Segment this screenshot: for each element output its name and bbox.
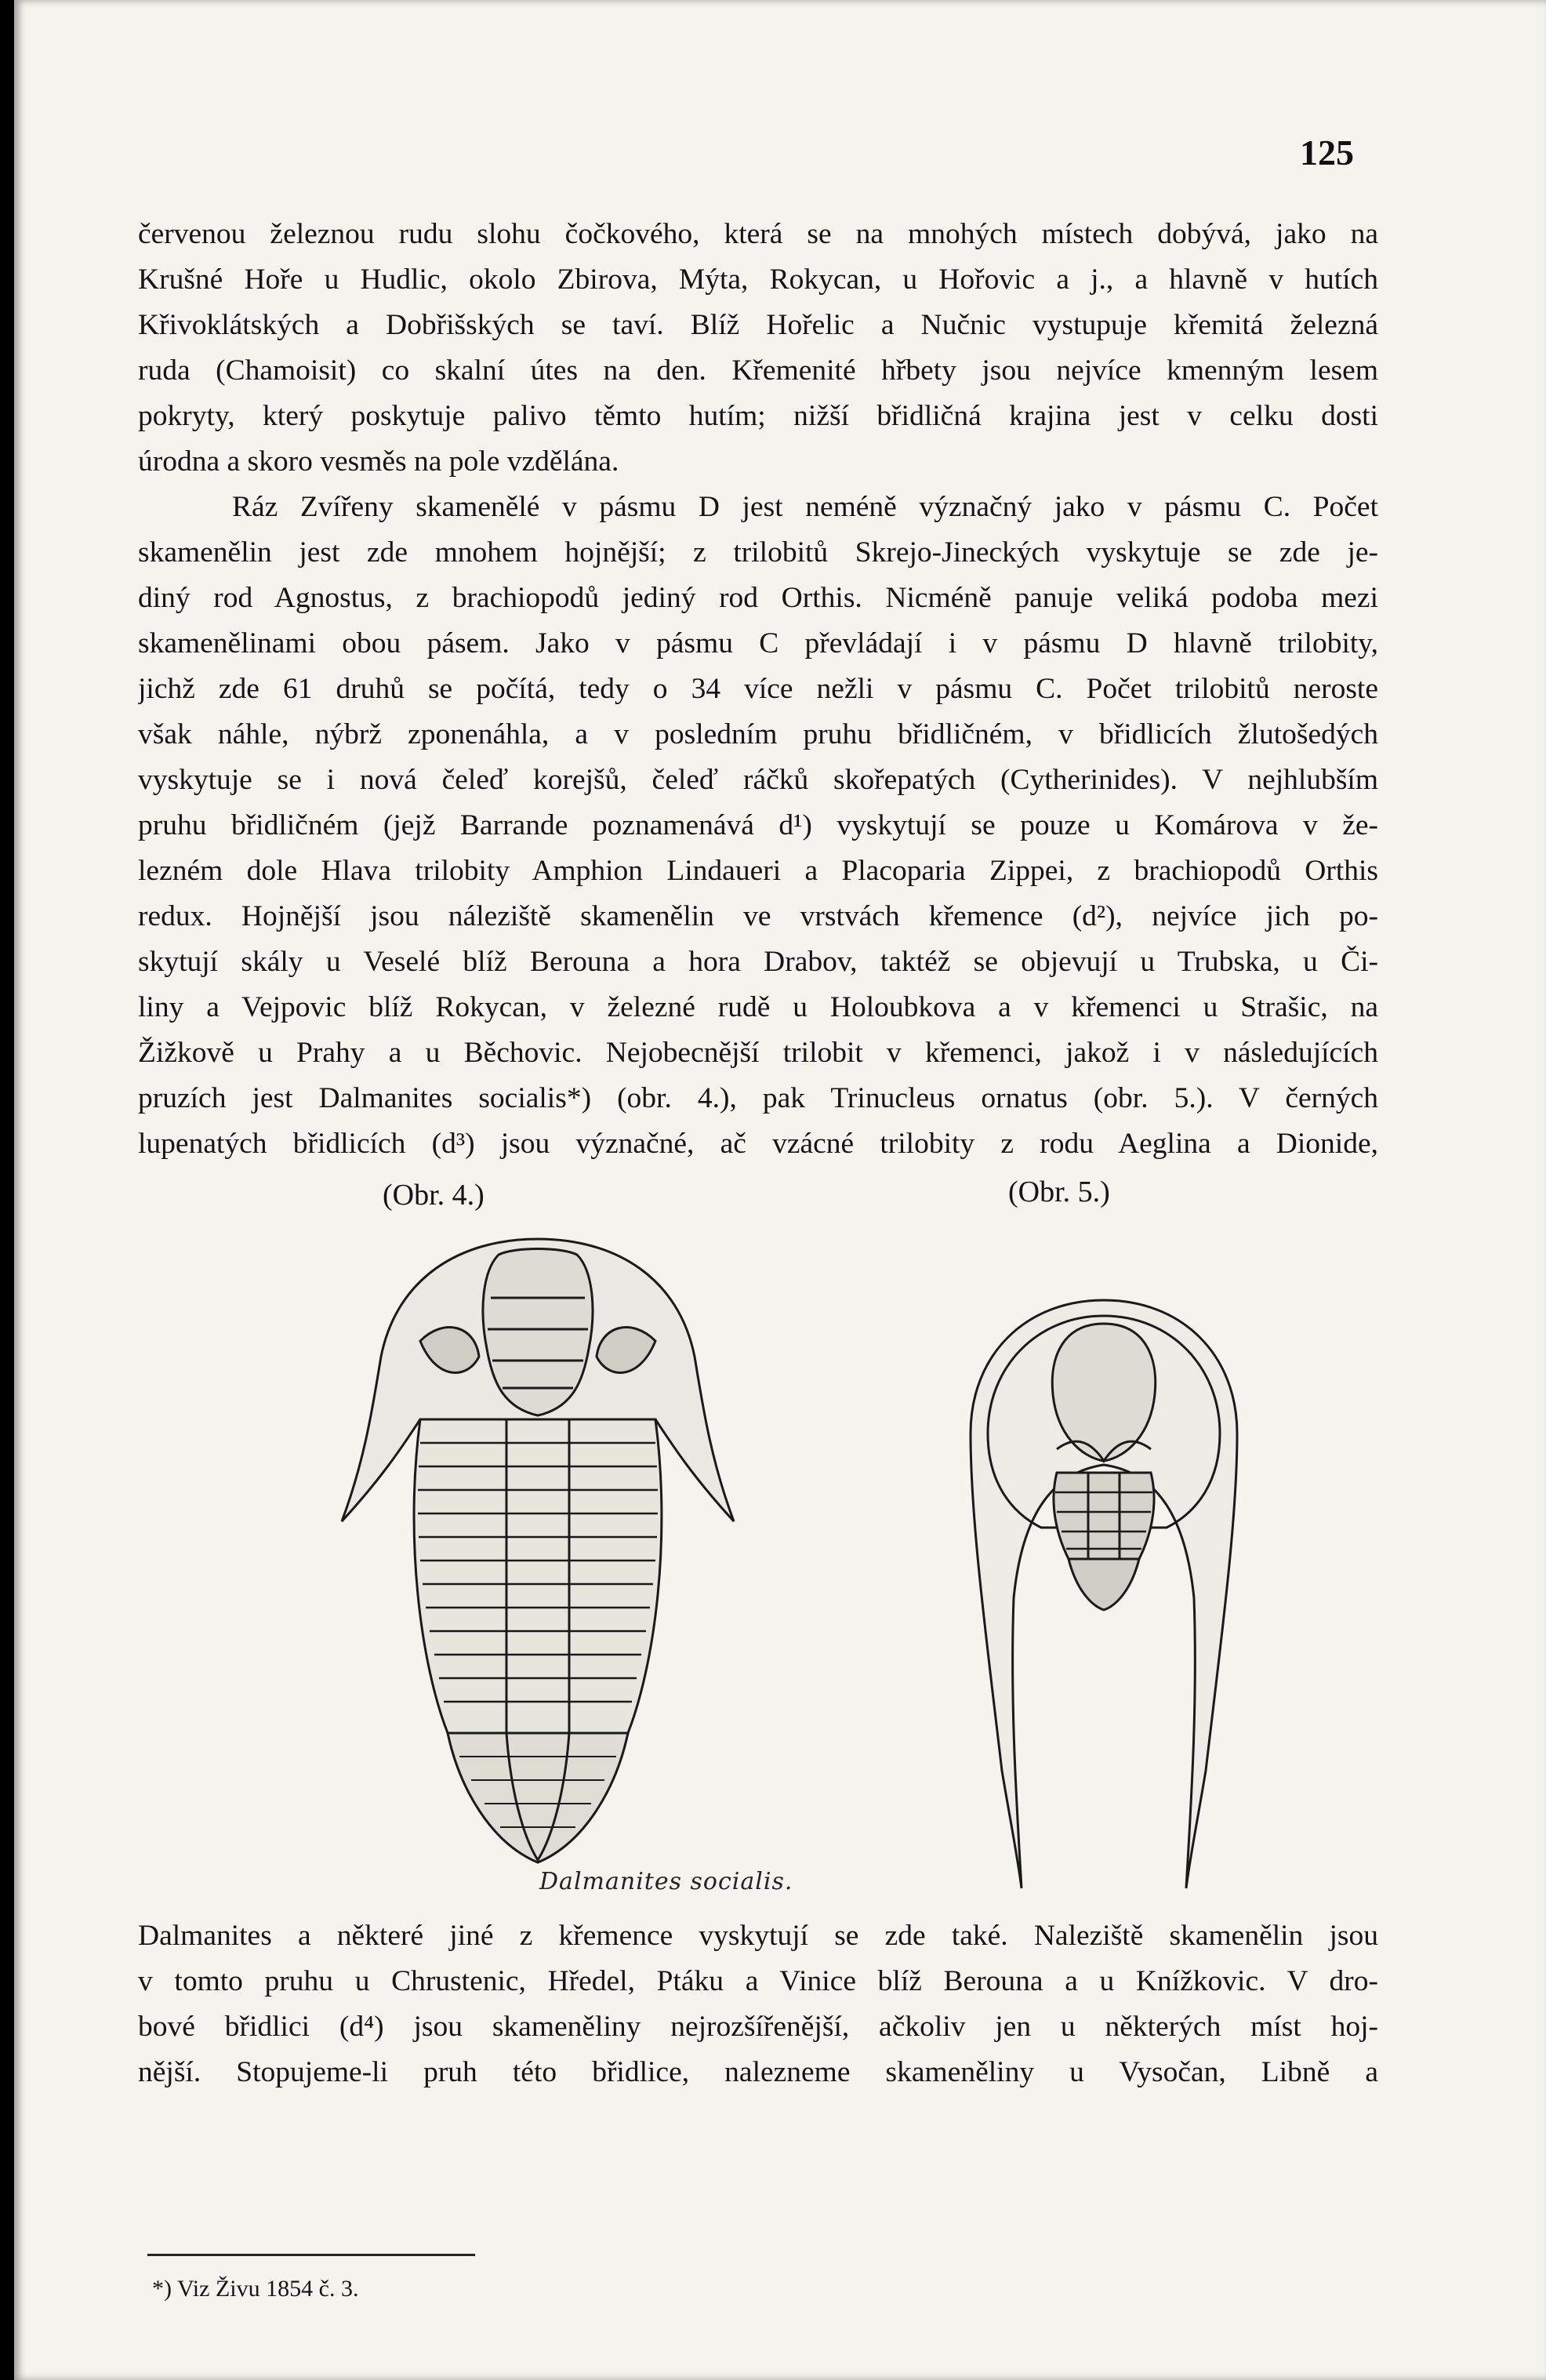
paragraph-line: skytují skály u Veselé blíž Berouna a hora Drabov, taktéž se objevují u Trubska, u Či-: [138, 946, 1378, 978]
paragraph-line: pruhu břidličném (jejž Barrande poznamenává d¹) vyskytují se pouze u Komárova v že-: [138, 809, 1378, 841]
paragraph-line: lupenatých břidlicích (d³) jsou význačné, ač vzácné trilobity z rodu Aeglina a Dionide,: [138, 1128, 1378, 1160]
paragraph-line: liny a Vejpovic blíž Rokycan, v železné rudě u Holoubkova a v křemenci u Strašic, na: [138, 991, 1378, 1023]
paragraph-line: v tomto pruhu u Chrustenic, Hředel, Ptáku a Vinice blíž Berouna a u Knížkovic. V dro-: [138, 1965, 1378, 1997]
paragraph-2: [138, 485, 1378, 1167]
trilobite-dalmanites-illustration: [310, 1223, 765, 1882]
page-number: 125: [1300, 133, 1354, 173]
paragraph-line: vyskytuje se i nová čeleď korejšů, čeleď ráčků skořepatých (Cytherinides). V nejhlubším: [138, 764, 1378, 796]
paragraph-line: Žižkově u Prahy a u Běchovic. Nejobecnější trilobit v křemenci, jakož i v následujících: [138, 1037, 1378, 1069]
paragraph-line: diný rod Agnostus, z brachiopodů jediný rod Orthis. Nicméně panuje veliká podoba mezi: [138, 582, 1378, 614]
paragraph-line: Křivoklátských a Dobřišských se taví. Blíž Hořelic a Nučnic vystupuje křemitá železná: [138, 309, 1378, 341]
paragraph-line: skamenělinami obou pásem. Jako v pásmu C převládají i v pásmu D hlavně trilobity,: [138, 627, 1378, 659]
handwritten-note: Dalmanites socialis.: [539, 1868, 793, 1895]
paragraph-line: však náhle, nýbrž zponenáhla, a v posledním pruhu břidličném, v břidlicích žlutošedých: [138, 718, 1378, 750]
paragraph-line: pokryty, který poskytuje palivo těmto hutím; nižší břidličná krajina jest v celku dosti: [138, 400, 1378, 432]
paragraph-line: ruda (Chamoisit) co skalní útes na den. Křemenité hřbety jsou nejvíce kmenným lesem: [138, 354, 1378, 387]
footnote-divider: [147, 2254, 475, 2256]
footnote: *) Viz Živu 1854 č. 3.: [152, 2276, 359, 2302]
paragraph-line: jichž zde 61 druhů se počítá, tedy o 34 více nežli v pásmu C. Počet trilobitů neroste: [138, 673, 1378, 705]
paragraph-line: červenou železnou rudu slohu čočkového, která se na mnohých místech dobývá, jako na: [138, 218, 1378, 250]
paragraph-line: Ráz Zvířeny skamenělé v pásmu D jest neméně význačný jako v pásmu C. Počet: [232, 491, 1378, 523]
paragraph-line: nější. Stopujeme-li pruh této břidlice, nalezneme skameněliny u Vysočan, Libně a: [138, 2056, 1378, 2088]
book-page: [14, 0, 1546, 2380]
figure-4-caption: (Obr. 4.): [383, 1179, 484, 1212]
paragraph-3: [138, 1913, 1378, 2095]
paragraph-1: [138, 212, 1378, 485]
paragraph-line: lezném dole Hlava trilobity Amphion Lindaueri a Placoparia Zippei, z brachiopodů Orthis: [138, 855, 1378, 887]
paragraph-line: pruzích jest Dalmanites socialis*) (obr. 4.), pak Trinucleus ornatus (obr. 5.). V černých: [138, 1082, 1378, 1114]
paragraph-line: bové břidlici (d⁴) jsou skameněliny nejrozšířenější, ačkoliv jen u některých míst hoj-: [138, 2011, 1378, 2043]
trilobite-trinucleus-illustration: [939, 1269, 1268, 1896]
paragraph-line: Krušné Hoře u Hudlic, okolo Zbirova, Mýta, Rokycan, u Hořovic a j., a hlavně v hutích: [138, 263, 1378, 296]
paragraph-line: redux. Hojnější jsou náleziště skamenělin ve vrstvách křemence (d²), nejvíce jich po-: [138, 900, 1378, 932]
figure-5-caption: (Obr. 5.): [1008, 1175, 1110, 1208]
paragraph-line: úrodna a skoro vesměs na pole vzdělána.: [138, 445, 619, 478]
paragraph-line: skamenělin jest zde mnohem hojnější; z trilobitů Skrejo-Jineckých vyskytuje se zde je-: [138, 536, 1378, 569]
paragraph-line: Dalmanites a některé jiné z křemence vyskytují se zde také. Naleziště skamenělin jsou: [138, 1920, 1378, 1952]
